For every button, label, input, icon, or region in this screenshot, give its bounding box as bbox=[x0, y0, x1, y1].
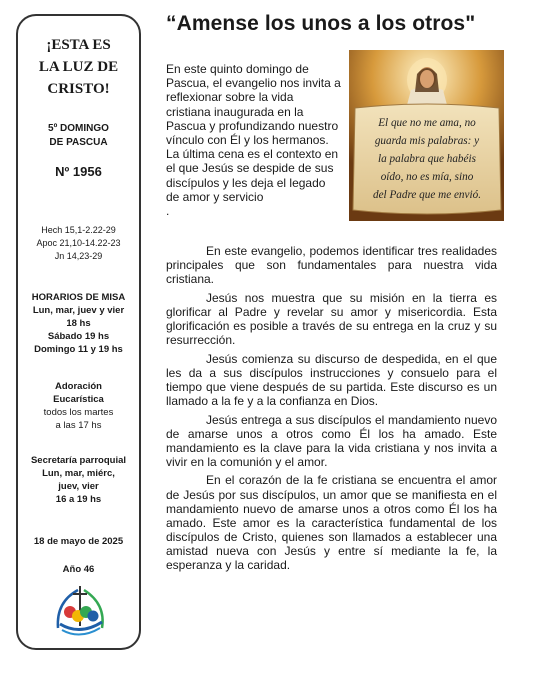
article-paragraph: En este evangelio, podemos identificar tres realidades principales que son fundamentales para nuestra vida cristiana. bbox=[166, 244, 497, 287]
article-paragraph: En el corazón de la fe cristiana se encuentra el amor de Jesús por sus discípulos, un amor que se manifiesta en el mandamiento nuevo de amarse unos a otros como Él los ha amado. Este amor es la característica fundamental de los discípulos de Cristo, quienes son llamados a establecer una amistad nueva con Jesús y entre sí mediante la fe, la esperanza y la caridad. bbox=[166, 473, 497, 572]
image-caption-line: del Padre que me envió. bbox=[372, 189, 482, 201]
mass-schedule: HORARIOS DE MISA Lun, mar, juev y vier 18 hs Sábado 19 hs Domingo 11 y 19 hs bbox=[31, 292, 126, 355]
article-paragraph: Jesús comienza su discurso de despedida, en el que les da a sus discípulos instrucciones y consuelo para el tiempo que viene después de su partida. Este discurso es un llamado a la fe y a la confianza en Dios. bbox=[166, 351, 497, 408]
sidebar-title: ¡ESTA ES LA LUZ DE CRISTO! bbox=[38, 37, 119, 97]
adoration-info: Adoración Eucarística todos los martes a las 17 hs bbox=[43, 381, 114, 431]
secretaria-info: Secretaría parroquial Lun, mar, miérc, juev, vier 16 a 19 hs bbox=[30, 455, 127, 505]
intro-paragraph: En este quinto domingo de Pascua, el evangelio nos invita a reflexionar sobre la vida cristiana inaugurada en la Pascua y profundizando nuestro vínculo con Él y los hermanos. La última cena es el contexto en el que Jesús se despide de sus discípulos y les deja el legado de amor y servicio . bbox=[166, 62, 341, 219]
image-caption-line: oído, no es mía, sino bbox=[380, 171, 474, 183]
image-caption-line: guarda mis palabras: y bbox=[374, 135, 480, 147]
issue-number: Nº 1956 bbox=[55, 164, 102, 179]
image-caption-line: El que no me ama, no bbox=[378, 117, 476, 129]
page-title: “Amense los unos a los otros" bbox=[166, 12, 476, 35]
article-body bbox=[166, 244, 497, 577]
jesus-scripture-image bbox=[349, 50, 504, 221]
sidebar-panel bbox=[16, 14, 141, 650]
readings-list: Hech 15,1-2.22-29 Apoc 21,10-14.22-23 Jn 14,23-29 bbox=[36, 225, 121, 261]
article-paragraph: Jesús nos muestra que su misión en la tierra es glorificar al Padre y revelar su amor y misericordia. Esta glorificación es posible a través de su entrega en la cruz y su resurrección. bbox=[166, 290, 497, 348]
sunday-label: 5º DOMINGO DE PASCUA bbox=[48, 123, 109, 148]
article-paragraph: Jesús entrega a sus discípulos el mandamiento nuevo de amarse unos a otros como Él los ha amado. Este mandamiento es la clave para la vida cristiana y nos invita a vivir en la comunión y el amor. bbox=[166, 412, 497, 469]
image-caption-line: la palabra que habéis bbox=[378, 153, 476, 165]
issue-date: 18 de mayo de 2025 bbox=[33, 536, 124, 547]
issue-year: Año 46 bbox=[62, 564, 95, 575]
jubilee-logo-icon bbox=[48, 582, 112, 642]
